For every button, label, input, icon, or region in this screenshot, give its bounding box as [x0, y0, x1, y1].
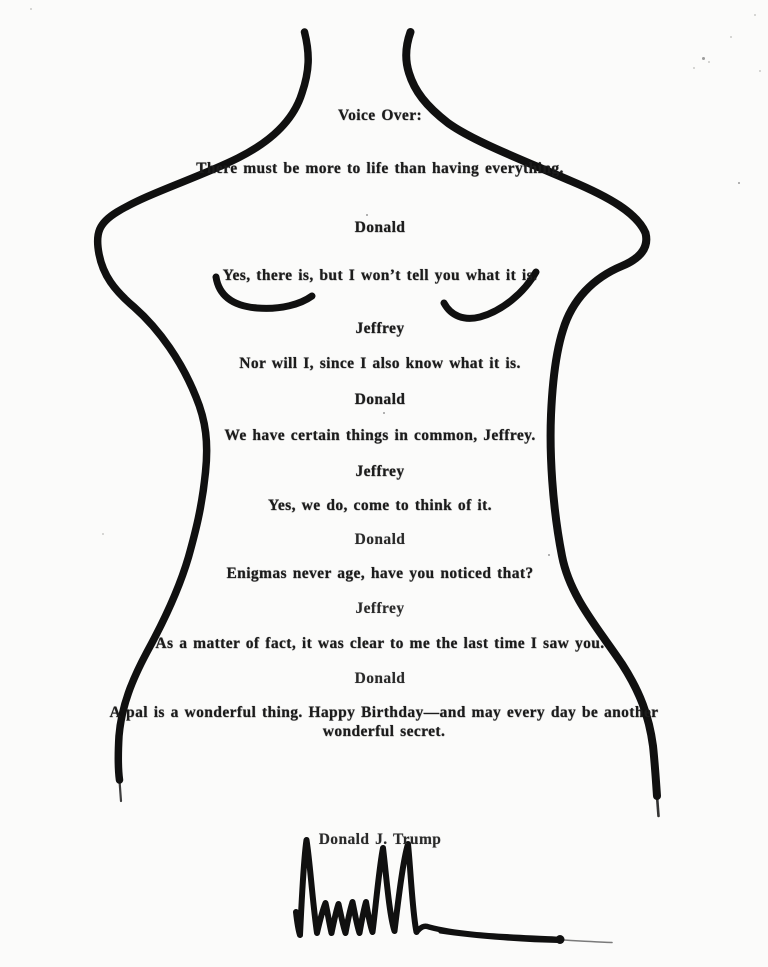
speaker-label: Donald	[354, 219, 406, 236]
speaker-label: Donald	[354, 531, 406, 548]
scan-speck	[30, 8, 32, 10]
scan-speck	[366, 214, 368, 216]
speaker-label: Jeffrey	[355, 463, 405, 480]
scan-speck	[730, 36, 732, 38]
dialogue-line: Yes, we do, come to think of it.	[268, 497, 492, 514]
scan-speck	[708, 61, 710, 63]
speaker-label: Donald	[354, 670, 406, 687]
scan-speck	[383, 412, 385, 414]
dialogue-line: Enigmas never age, have you noticed that?	[226, 565, 534, 582]
scan-speck	[702, 57, 705, 60]
dialogue-line: There must be more to life than having everything.	[196, 160, 564, 177]
scan-speck	[759, 70, 761, 72]
scan-speck	[754, 14, 756, 16]
scan-speck	[102, 533, 104, 535]
scan-speck	[548, 554, 550, 556]
speaker-label: Donald	[354, 391, 406, 408]
dialogue-line: As a matter of fact, it was clear to me the last time I saw you.	[155, 635, 605, 652]
scan-speck	[738, 182, 740, 184]
voice-over-heading: Voice Over:	[337, 107, 423, 124]
dialogue-line: Nor will I, since I also know what it is.	[239, 355, 521, 372]
speaker-label: Jeffrey	[355, 600, 405, 617]
scan-speck	[693, 67, 695, 69]
speaker-label: Jeffrey	[355, 320, 405, 337]
typed-signature-name: Donald J. Trump	[318, 831, 442, 848]
dialogue-line: Yes, there is, but I won’t tell you what it is.	[222, 267, 538, 284]
dialogue-line: We have certain things in common, Jeffrey.	[224, 427, 536, 444]
closing-dialogue-line: A pal is a wonderful thing. Happy Birthday—and may every day be another wonderful secret.	[109, 704, 659, 741]
